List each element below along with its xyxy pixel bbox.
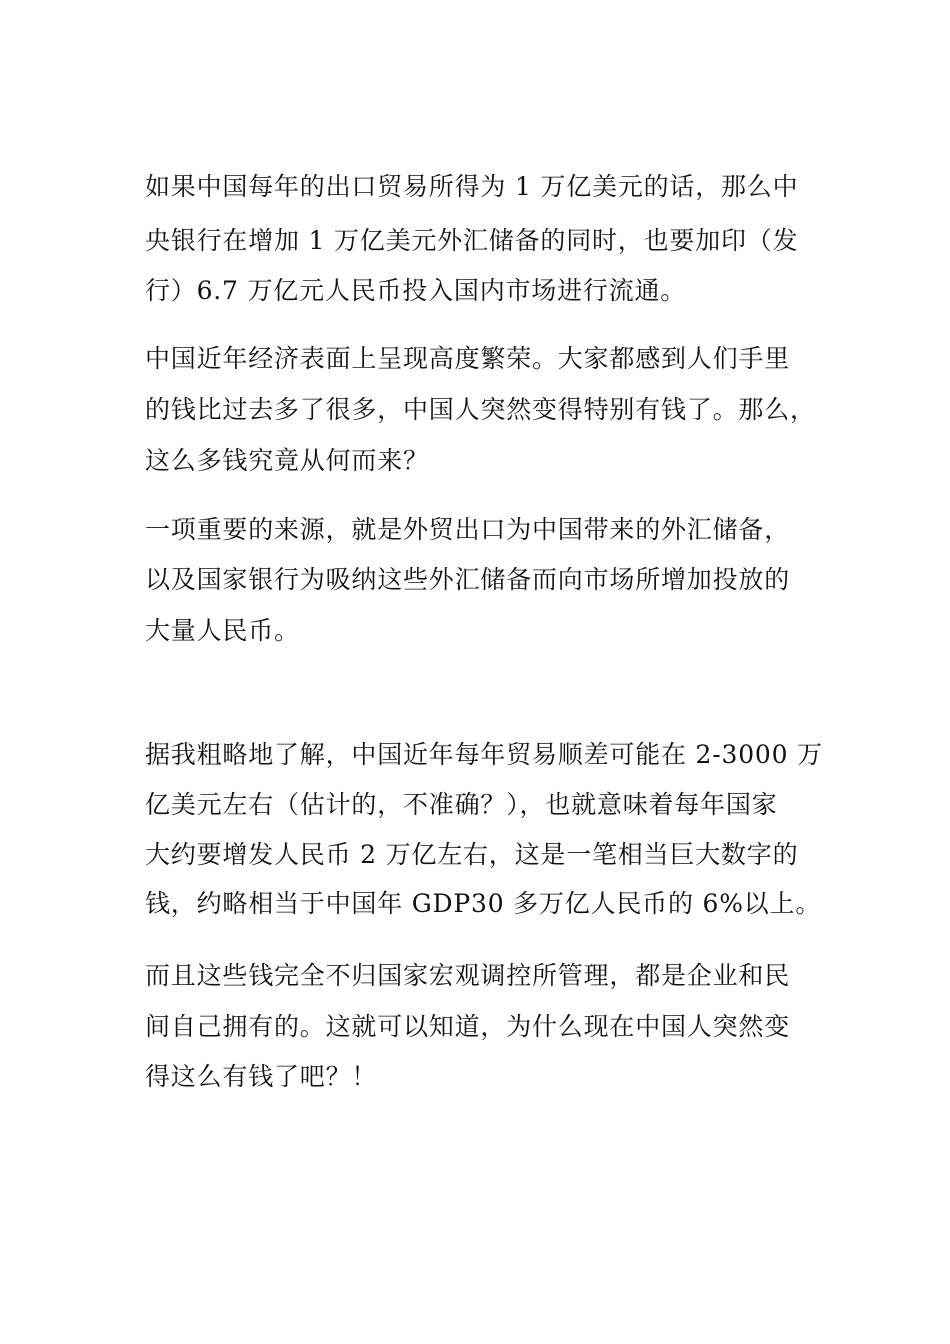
text-line: 间自己拥有的。这就可以知道，为什么现在中国人突然变 [145, 1012, 791, 1041]
text-line: 钱，约略相当于中国年 GDP30 多万亿人民币的 6%以上。 [145, 889, 822, 918]
text-line: 的钱比过去多了很多，中国人突然变得特别有钱了。那么， [145, 395, 816, 424]
text-line: 中国近年经济表面上呈现高度繁荣。大家都感到人们手里 [145, 344, 791, 373]
text-line: 据我粗略地了解，中国近年每年贸易顺差可能在 2-3000 万 [145, 740, 823, 769]
text-line: 行）6.7 万亿元人民币投入国内市场进行流通。 [145, 276, 687, 305]
text-line: 如果中国每年的出口贸易所得为 1 万亿美元的话，那么中 [145, 172, 799, 201]
text-line: 而且这些钱完全不归国家宏观调控所管理，都是企业和民 [145, 961, 791, 990]
text-line: 央银行在增加 1 万亿美元外汇储备的同时，也要加印（发 [145, 226, 799, 255]
text-line: 大量人民币。 [145, 616, 300, 645]
text-line: 亿美元左右（估计的，不准确？），也就意味着每年国家 [145, 790, 778, 819]
text-line: 大约要增发人民币 2 万亿左右，这是一笔相当巨大数字的 [145, 840, 799, 869]
text-line: 这么多钱究竟从何而来？ [145, 446, 429, 475]
text-line: 一项重要的来源，就是外贸出口为中国带来的外汇储备， [145, 515, 791, 544]
text-line: 以及国家银行为吸纳这些外汇储备而向市场所增加投放的 [145, 565, 791, 594]
text-line: 得这么有钱了吧？！ [145, 1062, 378, 1091]
